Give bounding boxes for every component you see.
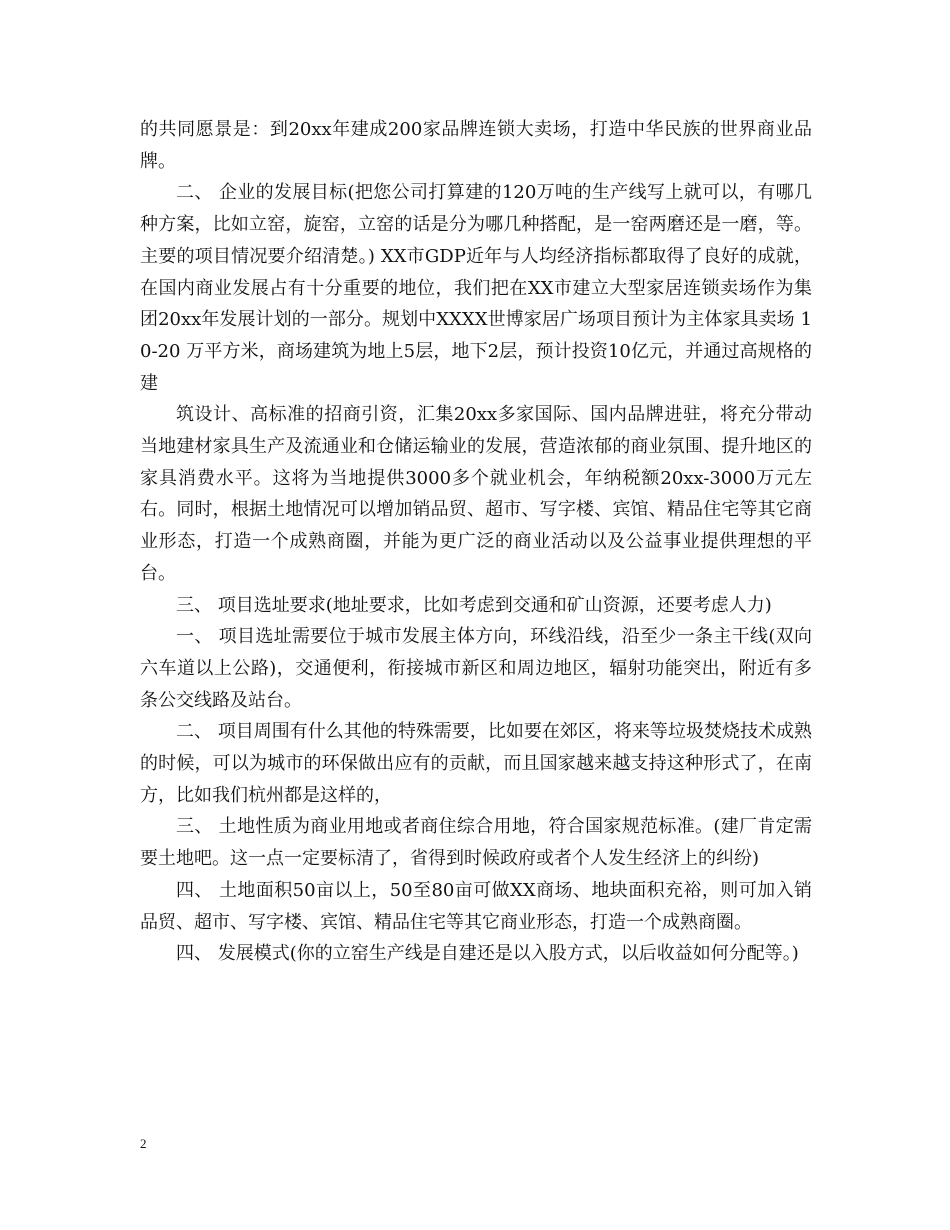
paragraph: 二、 企业的发展目标(把您公司打算建的120万吨的生产线写上就可以，有哪几种方案，比如立窑，旋窑，立窑的话是分为哪几种搭配，是一窑两磨还是一磨，等。主要的项目情况要介绍清楚。) XX市GDP近年与人均经济指标都取得了良好的成就，在国内商业发展占有十分重要的地位，我们把在XX市建立大型家居连锁卖场作为集团20xx年发展计划的一部分。规划中XXXX世博家居广场项目预计为主体家具卖场 10-20 万平方米，商场建筑为地上5层，地下2层，预计投资10亿元，并通过高规格的建: [140, 182, 812, 394]
paragraph: 的共同愿景是：到20xx年建成200家品牌连锁大卖场，打造中华民族的世界商业品牌。: [140, 119, 812, 172]
paragraph: 筑设计、高标准的招商引资，汇集20xx多家国际、国内品牌进驻，将充分带动当地建材家具生产及流通业和仓储运输业的发展，营造浓郁的商业氛围、提升地区的家具消费水平。这将为当地提供3000多个就业机会，年纳税额20xx-3000万元左右。同时，根据土地情况可以增加销品贸、超市、写字楼、宾馆、精品住宅等其它商业形态，打造一个成熟商圈，并能为更广泛的商业活动以及公益事业提供理想的平台。: [140, 404, 812, 584]
paragraph: 三、 项目选址要求(地址要求，比如考虑到交通和矿山资源，还要考虑人力): [176, 594, 772, 616]
body-text: [140, 114, 812, 970]
paragraph: 一、 项目选址需要位于城市发展主体方向，环线沿线，沿至少一条主干线(双向六车道以上公路)，交通便利，衔接城市新区和周边地区，辐射功能突出，附近有多条公交线路及站台。: [140, 626, 812, 711]
page-number: 2: [140, 1136, 147, 1151]
paragraph: 三、 土地性质为商业用地或者商住综合用地，符合国家规范标准。(建厂肯定需要土地吧。这一点一定要标清了，省得到时候政府或者个人发生经济上的纠纷): [140, 816, 812, 870]
paragraph: 二、 项目周围有什么其他的特殊需要，比如要在郊区，将来等垃圾焚烧技术成熟的时候，可以为城市的环保做出应有的贡献，而且国家越来越支持这种形式了，在南方，比如我们杭州都是这样的，: [140, 721, 812, 806]
paragraph: 四、 土地面积50亩以上，50至80亩可做XX商场、地块面积充裕，则可加入销品贸、超市、写字楼、宾馆、精品住宅等其它商业形态，打造一个成熟商圈。: [140, 879, 812, 933]
paragraph: 四、 发展模式(你的立窑生产线是自建还是以入股方式，以后收益如何分配等。): [176, 943, 799, 965]
